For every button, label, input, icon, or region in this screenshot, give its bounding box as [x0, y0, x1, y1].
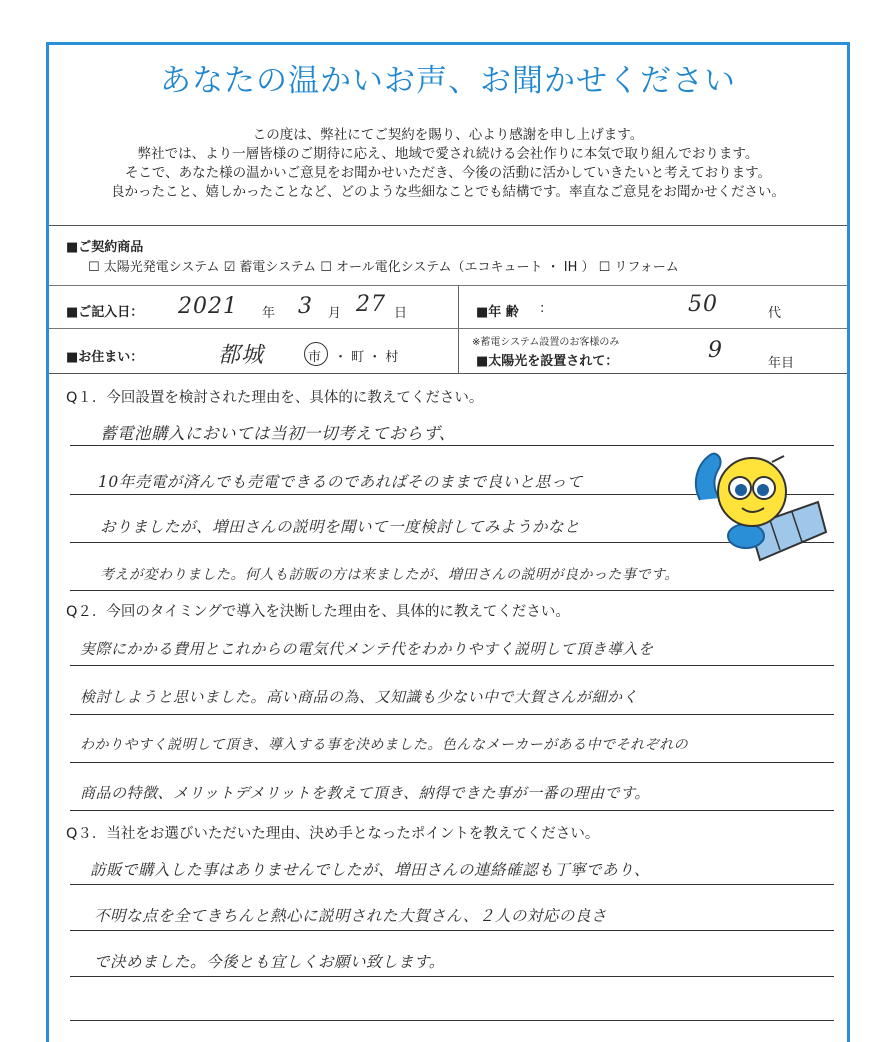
answer-rule: [70, 665, 834, 666]
question-3: Q３．当社をお選びいただいた理由、決め手となったポイントを教えてください。: [66, 826, 600, 842]
contract-heading: ■ご契約商品: [66, 240, 144, 255]
solar-years-unit: 年目: [768, 356, 795, 371]
question-2: Q２．今回のタイミングで導入を決断した理由を、具体的に教えてください。: [66, 604, 570, 620]
divider: [49, 373, 847, 374]
answer-rule: [70, 884, 834, 885]
age-unit: 代: [768, 306, 782, 321]
answer-line: 考えが変わりました。何人も訪販の方は来ましたが、増田さんの説明が良かった事です。: [100, 567, 679, 583]
address-label: ■お住まい：: [66, 350, 144, 365]
answer-line: 不明な点を全てきちんと熱心に説明された大賀さん、２人の対応の良さ: [94, 907, 607, 925]
age-colon: :: [540, 301, 545, 316]
solar-note: ※蓄電システム設置のお客様のみ: [472, 337, 620, 348]
age-label: ■年 齢: [476, 305, 519, 320]
solar-years-value: 9: [708, 338, 723, 363]
address-value: 都城: [218, 343, 265, 368]
day-unit: 日: [394, 306, 408, 321]
intro-line: 良かったこと、嬉しかったことなど、どのような些細なことでも結構です。率直なご意見をお聞かせください。: [111, 184, 785, 200]
divider: [49, 328, 847, 329]
page-title: あなたの温かいお声、お聞かせください: [160, 63, 736, 99]
answer-rule: [70, 810, 834, 811]
answer-line: わかりやすく説明して頂き、導入する事を決めました。色んなメーカーがある中でそれぞれの: [80, 737, 689, 753]
year-unit: 年: [262, 306, 276, 321]
answer-rule: [70, 1020, 834, 1021]
divider: [49, 225, 847, 226]
city-option: 市: [308, 350, 322, 365]
age-value: 50: [688, 292, 718, 317]
date-month: 3: [298, 294, 313, 319]
answer-line: 実際にかかる費用とこれからの電気代メンテ代をわかりやすく説明して頂き導入を: [80, 640, 654, 658]
answer-rule: [70, 714, 834, 715]
answer-line: 蓄電池購入においては当初一切考えておらず、: [100, 424, 456, 443]
answer-line: 10年売電が済んでも売電できるのであればそのままで良いと思って: [98, 473, 583, 491]
answer-rule: [70, 930, 834, 931]
date-label: ■ご記入日：: [66, 305, 144, 320]
intro-line: そこで、あなた様の温かいご意見をお聞かせいただき、今後の活動に活かしていきたいと考えております。: [124, 165, 772, 181]
month-unit: 月: [328, 306, 342, 321]
town-village-options: ・ 町 ・ 村: [334, 350, 399, 365]
answer-line: 検討しようと思いました。高い商品の為、又知識も少ない中で大賀さんが細かく: [80, 688, 639, 706]
contract-options: ☐ 太陽光発電システム ☑ 蓄電システム ☐ オール電化システム（エコキュート ・ IH ） ☐ リフォーム: [88, 260, 679, 275]
divider: [49, 285, 847, 286]
question-1: Q１．今回設置を検討された理由を、具体的に教えてください。: [66, 390, 484, 406]
answer-line: おりましたが、増田さんの説明を聞いて一度検討してみようかなと: [100, 518, 581, 536]
answer-line: 商品の特徴、メリットデメリットを教えて頂き、納得できた事が一番の理由です。: [80, 784, 650, 802]
date-year: 2021: [178, 294, 238, 319]
intro-line: 弊社では、より一層皆様のご期待に応え、地域で愛され続ける会社作りに本気で取り組んでおります。: [137, 146, 759, 162]
answer-rule: [70, 762, 834, 763]
intro-text: [0, 126, 896, 202]
column-divider: [458, 285, 459, 373]
answer-rule: [70, 590, 834, 591]
answer-rule: [70, 976, 834, 977]
solar-label: ■太陽光を設置されて：: [476, 354, 619, 369]
date-day: 27: [356, 292, 386, 317]
mascot-illustration: [680, 440, 830, 570]
answer-line: 訪販で購入した事はありませんでしたが、増田さんの連絡確認も丁寧であり、: [90, 861, 651, 879]
answer-line: で決めました。今後とも宜しくお願い致します。: [94, 953, 445, 971]
intro-line: この度は、弊社にてご契約を賜り、心より感謝を申し上げます。: [252, 127, 644, 143]
